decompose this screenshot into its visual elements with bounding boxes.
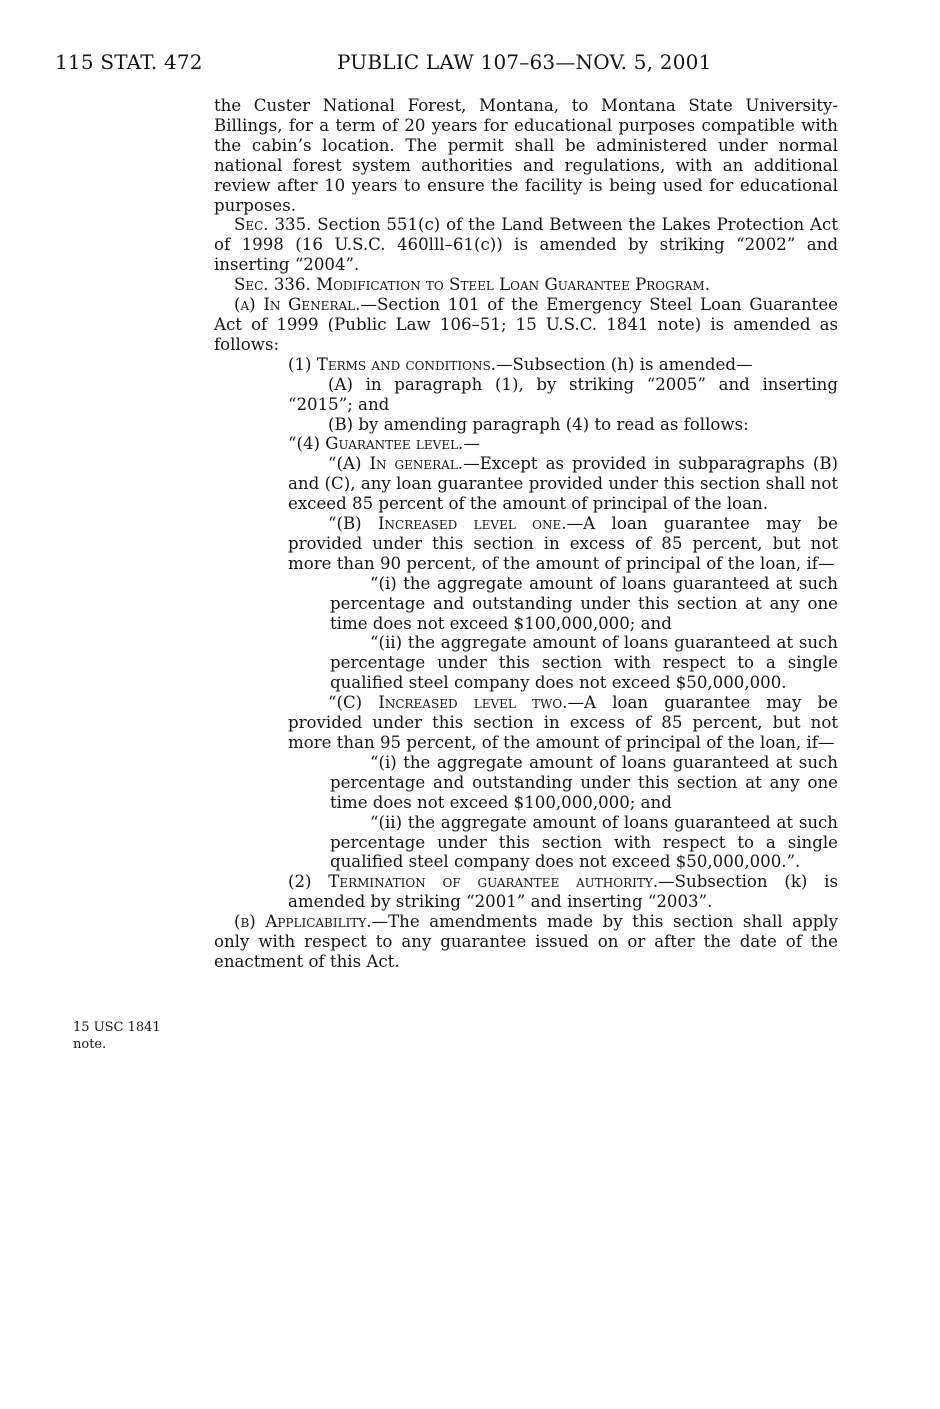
page-stat-number: 115 STAT. 472 — [55, 50, 203, 74]
paragraph-subparagraph-b: (B) by amending paragraph (4) to read as follows: — [328, 414, 749, 434]
paragraph-b-level-one: “(B) Increased level one.—A loan guarantee may be provided under this section in excess of 85 percent, but not more than 90 percent, of the amount of principal of the loan, if— — [288, 514, 838, 573]
paragraph-b-clause-ii: “(ii) the aggregate amount of loans guaranteed at such percentage under this section with respect to a single qualified steel company does not exceed $50,000,000. — [330, 633, 838, 693]
margin-note-label: note. — [73, 1037, 107, 1052]
subparagraph-heading: “(C) Increased level two. — [328, 693, 568, 713]
subsection-heading: (a) In General. — [234, 295, 361, 315]
paragraph-a-in-general: (a) In General.—Section 101 of the Emergency Steel Loan Guarantee Act of 1999 (Public Law 106–51; 15 U.S.C. 1841 note) is amended as follows: — [214, 295, 838, 354]
paragraph-b-applicability: (b) Applicability.—The amendments made by this section shall apply only with respect to any guarantee issued on or after the date of the enactment of this Act. — [214, 912, 838, 971]
public-law-title: PUBLIC LAW 107–63—NOV. 5, 2001 — [337, 50, 712, 74]
paragraph-terms-conditions: (1) Terms and conditions.—Subsection (h) is amended— — [288, 354, 753, 374]
paragraph-custer-forest: the Custer National Forest, Montana, to Montana State University-Billings, for a term of 20 years for educational purposes compatible with the cabin’s location. The permit shall be administered under normal national forest system authorities and regulations, with an additional review after 10 years to ensure the facility is being used for educational purposes. — [214, 96, 838, 215]
document-body — [214, 96, 838, 972]
paragraph-c-level-two: “(C) Increased level two.—A loan guarantee may be provided under this section in excess of 85 percent, but not more than 95 percent, of the amount of principal of the loan, if— — [288, 693, 838, 752]
section-heading: Modification to Steel Loan Guarantee Program. — [310, 275, 710, 295]
margin-note — [73, 1019, 161, 1053]
paragraph-heading: “(4) Guarantee level. — [288, 434, 464, 454]
paragraph-subparagraph-a: (A) in paragraph (1), by striking “2005” and inserting “2015”; and — [288, 374, 838, 414]
paragraph-sec-336 — [214, 275, 838, 295]
paragraph-heading: (1) Terms and conditions. — [288, 354, 496, 374]
paragraph-c-clause-i: “(i) the aggregate amount of loans guaranteed at such percentage and outstanding under this section at any one time does not exceed $100,000,000; and — [330, 752, 838, 812]
margin-note-citation: 15 USC 1841 — [73, 1020, 161, 1035]
subparagraph-heading: “(A) In general. — [328, 454, 464, 474]
paragraph-guarantee-level: “(4) Guarantee level.— — [288, 434, 480, 454]
section-label: Sec. 335. — [234, 215, 312, 235]
paragraph-sec-335: Sec. 335. Section 551(c) of the Land Between the Lakes Protection Act of 1998 (16 U.S.C. 460lll–61(c)) is amended by striking “2002” and inserting “2004”. — [214, 215, 838, 275]
subsection-heading: (b) Applicability. — [234, 912, 372, 932]
paragraph-termination: (2) Termination of guarantee authority.—Subsection (k) is amended by striking “2001” and inserting “2003”. — [288, 872, 838, 912]
subparagraph-heading: “(B) Increased level one. — [328, 514, 567, 534]
paragraph-c-clause-ii: “(ii) the aggregate amount of loans guaranteed at such percentage under this section with respect to a single qualified steel company does not exceed $50,000,000.”. — [330, 812, 838, 872]
paragraph-a-general: “(A) In general.—Except as provided in subparagraphs (B) and (C), any loan guarantee provided under this section shall not exceed 85 percent of the amount of principal of the loan. — [288, 454, 838, 514]
paragraph-b-clause-i: “(i) the aggregate amount of loans guaranteed at such percentage and outstanding under this section at any one time does not exceed $100,000,000; and — [330, 573, 838, 633]
paragraph-heading: (2) Termination of guarantee authority. — [288, 872, 659, 892]
section-label: Sec. 336. — [234, 275, 311, 295]
